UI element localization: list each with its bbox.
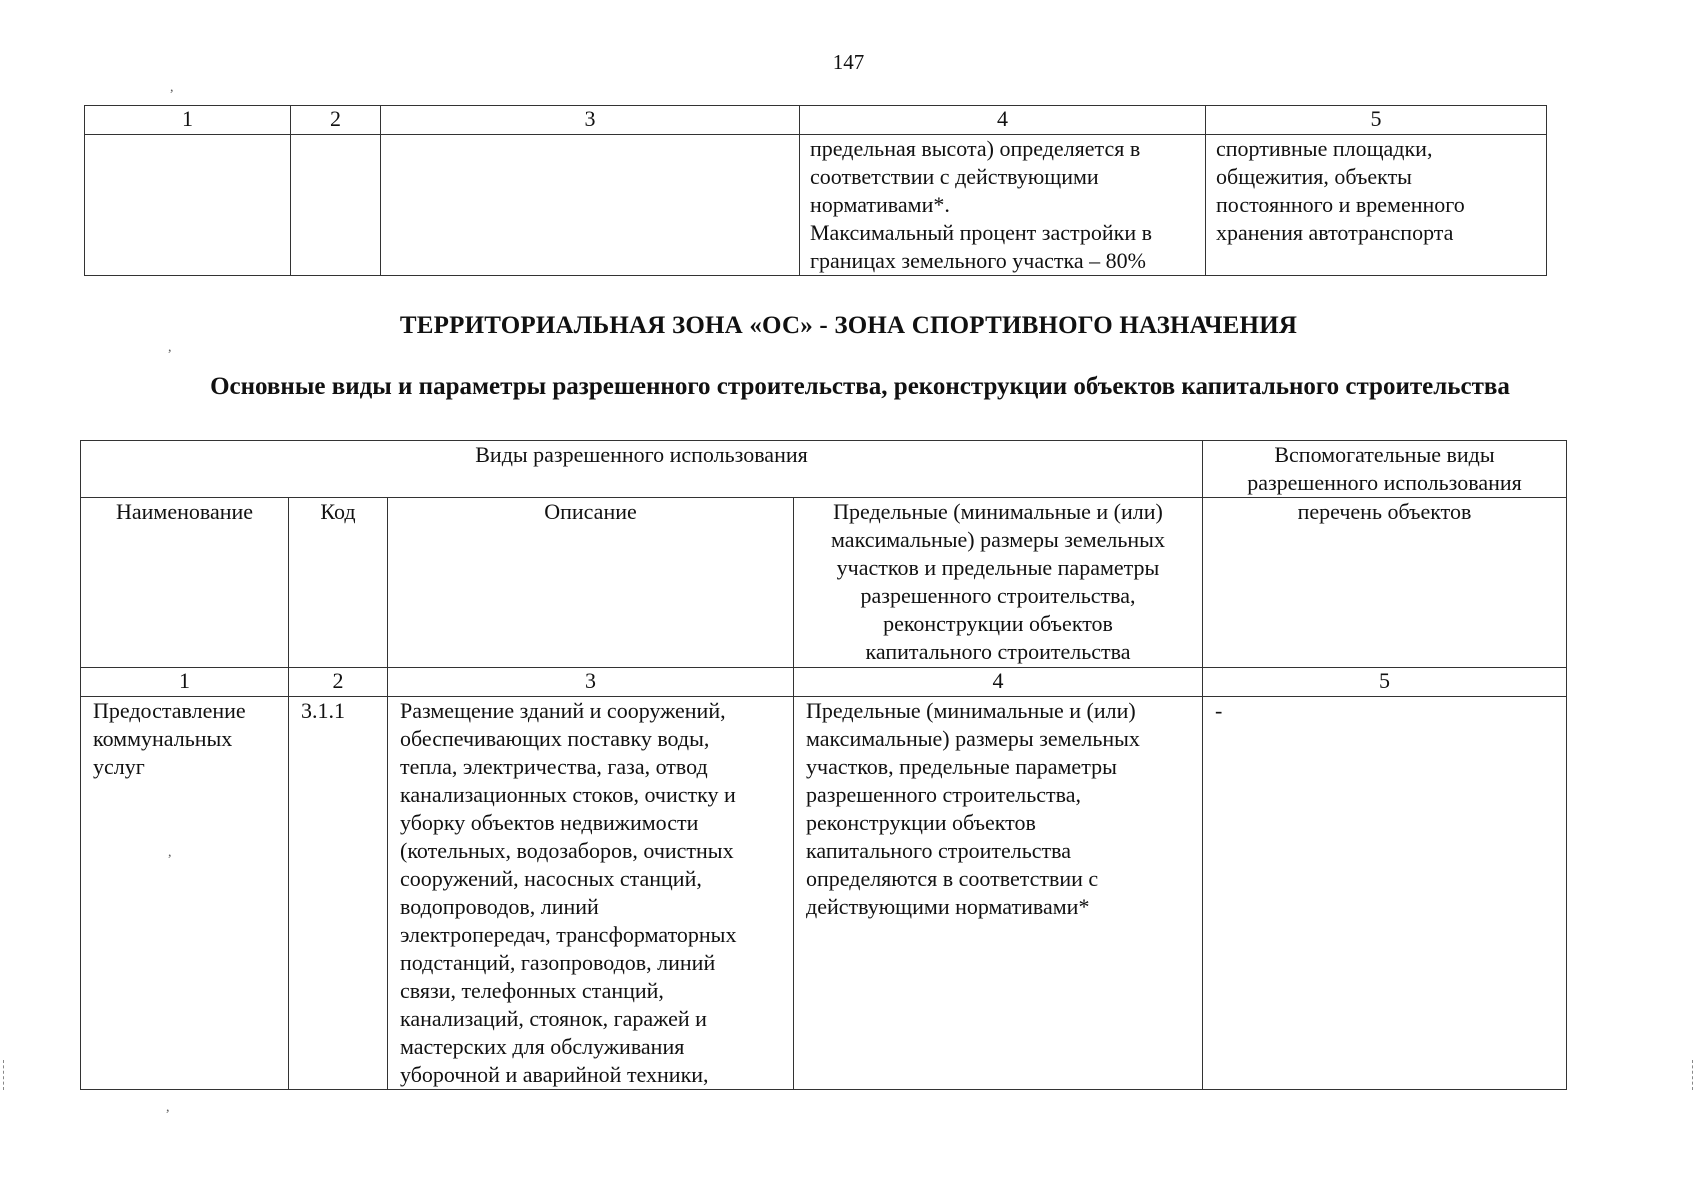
column-number-3: 3: [381, 106, 800, 135]
cell-description: Размещение зданий и сооружений, обеспечивающих поставку воды, тепла, электричества, газа, отвод канализационных стоков, очистку и уборку объектов недвижимости (котельных, водозаборов, очистных сооружений, насосных станций, водопроводов, линий электропередач, трансформаторных подстанций, газопроводов, линий связи, телефонных станций, канализаций, стоянок, гаражей и мастерских для обслуживания уборочной и аварийной техники,: [388, 697, 794, 1090]
column-number-1: 1: [81, 668, 289, 697]
column-number-4: 4: [794, 668, 1203, 697]
cell-aux-objects: спортивные площадки, общежития, объекты постоянного и временного хранения автотранспорта: [1206, 135, 1547, 276]
cell-name: Предоставление коммунальных услуг: [81, 697, 289, 1090]
column-header-code: Код: [289, 498, 388, 668]
column-header-description: Описание: [388, 498, 794, 668]
column-header-aux-objects: перечень объектов: [1203, 498, 1567, 668]
table-row: [81, 697, 1567, 1090]
section-title: Основные виды и параметры разрешенного строительства, реконструкции объектов капитального строительства: [210, 373, 1510, 400]
scan-speck: ,: [168, 845, 172, 860]
group-header-aux: Вспомогательные виды разрешенного использования: [1203, 441, 1567, 498]
table-row: [85, 135, 1547, 276]
main-table: [80, 440, 1567, 1090]
continuation-table: [84, 105, 1547, 276]
column-number-4: 4: [800, 106, 1206, 135]
continuation-table-number-row: [85, 106, 1547, 135]
column-number-2: 2: [289, 668, 388, 697]
cell-aux-objects: -: [1203, 697, 1567, 1090]
column-number-2: 2: [291, 106, 381, 135]
group-header-row: [81, 441, 1567, 498]
cell-limits: Предельные (минимальные и (или) максимальные) размеры земельных участков, предельные параметры разрешенного строительства, реконструкции объектов капитального строительства определяются в соответствии с действующими нормативами*: [794, 697, 1203, 1090]
scan-speck: ,: [166, 1100, 170, 1115]
scan-edge-right: [1692, 1060, 1693, 1090]
column-number-5: 5: [1203, 668, 1567, 697]
cell-name: [85, 135, 291, 276]
column-header-name: Наименование: [81, 498, 289, 668]
zone-title: ТЕРРИТОРИАЛЬНАЯ ЗОНА «ОС» - ЗОНА СПОРТИВНОГО НАЗНАЧЕНИЯ: [399, 312, 1298, 339]
column-number-1: 1: [85, 106, 291, 135]
scan-speck: ,: [170, 80, 174, 95]
column-header-limits: Предельные (минимальные и (или) максимальные) размеры земельных участков и предельные параметры разрешенного строительства, реконструкции объектов капитального строительства: [794, 498, 1203, 668]
group-header-main: Виды разрешенного использования: [81, 441, 1203, 498]
page-number: 147: [832, 50, 865, 74]
column-number-5: 5: [1206, 106, 1547, 135]
scan-speck: ,: [168, 340, 172, 355]
column-header-row: [81, 498, 1567, 668]
cell-description: [381, 135, 800, 276]
scan-edge-left: [3, 1060, 4, 1090]
cell-code: [291, 135, 381, 276]
column-number-3: 3: [388, 668, 794, 697]
column-number-row: [81, 668, 1567, 697]
cell-limits: предельная высота) определяется в соответствии с действующими нормативами*. Максимальный процент застройки в границах земельного участка – 80%: [800, 135, 1206, 276]
cell-code: 3.1.1: [289, 697, 388, 1090]
